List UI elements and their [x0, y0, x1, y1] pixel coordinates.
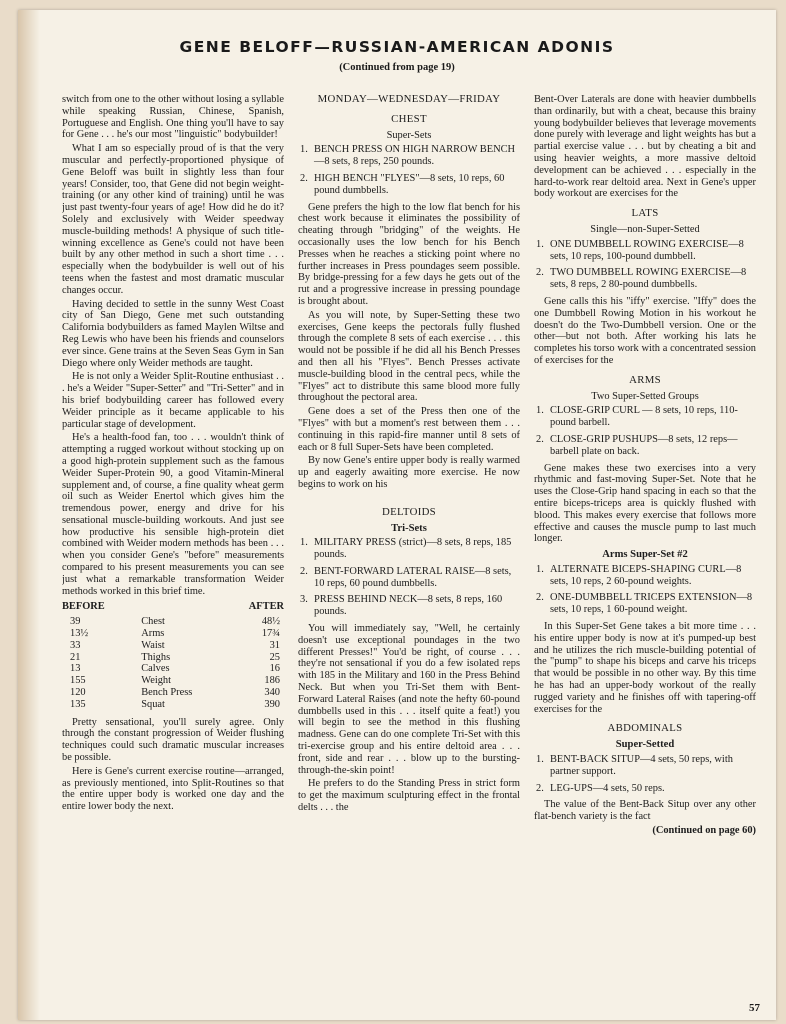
item-text: BENCH PRESS ON HIGH NARROW BENCH—8 sets, 8 reps, 250 pounds. — [314, 144, 516, 168]
item-text: ONE-DUMBBELL TRICEPS EXTENSION—8 sets, 10 reps, 1 60-pound weight. — [550, 592, 753, 616]
paragraph: He is not only a Weider Split-Routine enthusiast . . . he's a Weider "Super-Setter" and "Tri-Setter" and in his brief bodybuilding career has followed every Weider principle as it became applicable to his particular stage of development. — [62, 371, 284, 430]
paragraph: Bent-Over Laterals are done with heavier dumbbells than ordinarily, but with a cheat, because this brainy young bodybuilder believes that leverage movements done purely with leverage and light weights has but a partial exercise value . . . but by cheating a bit and using heavier weights, a more massive deltoid development can be achieved . . . especially in the hard-to-work rear deltoid area. Next in Gene's upper body workout are exercises for the — [534, 94, 756, 200]
body-part: Calves — [141, 663, 170, 675]
paragraph: Gene does a set of the Press then one of the "Flyes" with but a moment's rest between them . . . continuing in this rapid-fire manner until 8 sets of each or 8 full Super-Sets have been completed. — [298, 406, 520, 453]
after-value: 186 — [264, 675, 280, 687]
before-value: 13½ — [70, 628, 89, 640]
before-value: 13 — [70, 663, 81, 675]
trisets-label: Tri-Sets — [391, 522, 427, 534]
after-header: AFTER — [248, 601, 284, 613]
after-value: 390 — [264, 698, 280, 710]
before-value: 120 — [70, 687, 86, 699]
table-row — [62, 640, 284, 652]
paragraph: Gene prefers the high to the low flat bench for his chest work because it eliminates the possibility of cheating through "bridging" of the weights. He occasionally uses the low bench for his Bench Presses when he reaches a sticking point where no further increases in Press poundages seem possible. By bridge-pressing for a few days he gets out of the rut and a progressive increase in pressing poundage is brought about. — [298, 201, 520, 307]
article-title: GENE BELOFF—RUSSIAN-AMERICAN ADONIS — [179, 38, 615, 56]
after-value: 17¾ — [261, 628, 280, 640]
item-text: MILITARY PRESS (strict)—8 sets, 8 reps, 185 pounds. — [314, 537, 512, 561]
text-column-2 — [298, 94, 520, 1014]
paragraph: As you will note, by Super-Setting these two exercises, Gene keeps the pectorals fully flushed through the complete 8 sets of each exercise . . . this would not be possible if he did all his Bench Presses and then all his "Flyes". Bench Presses activate muscle-building blood in the central pecs, while the "Flyes" act to distribute this same blood more fully throughout the pectoral area. — [298, 309, 520, 404]
arms-heading: ARMS — [629, 373, 661, 386]
list-item — [534, 239, 756, 263]
arms-subheading: Two Super-Setted Groups — [591, 390, 699, 402]
abdominals-exercise-list — [534, 754, 756, 794]
list-item — [298, 594, 520, 618]
chest-heading: CHEST — [391, 112, 427, 125]
table-row — [62, 699, 284, 711]
after-value: 31 — [269, 639, 280, 651]
table-row — [62, 628, 284, 640]
training-days-heading: MONDAY—WEDNESDAY—FRIDAY — [317, 94, 501, 105]
item-text: TWO DUMBBELL ROWING EXERCISE—8 sets, 8 reps, 2 80-pound dumbbells. — [550, 267, 747, 291]
page-number: 57 — [749, 1002, 760, 1014]
list-item — [534, 754, 756, 778]
body-part: Thighs — [141, 651, 171, 663]
list-item — [534, 434, 756, 458]
table-row — [62, 663, 284, 675]
item-text: BENT-FORWARD LATERAL RAISE—8 sets, 10 reps, 60 pound dumbbells. — [314, 565, 512, 589]
measurements-table — [62, 601, 284, 710]
continued-on-note: (Continued on page 60) — [652, 825, 756, 837]
text-column-3 — [534, 94, 756, 1014]
lats-heading: LATS — [631, 207, 659, 220]
list-item — [298, 144, 520, 168]
paragraph: You will immediately say, "Well, he certainly doesn't use exceptional poundages in the two different Presses!" You'd be right, of course . . . they're not sensational if you do a few isolated reps with 185 in the Military and 160 in the Press Behind Neck. But when you Tri-Set them with Bent-Forward Lateral Raises (and note the hefty 60-pound dumbbells used in this . . . itself quite a feat!) you will begin to see the method in this flushing madness. Gene can do one complete Tri-Set with this tri-exercise group and his entire deltoid area . . . front, side and rear . . . blow up to the bursting-through-the-skin point! — [298, 623, 520, 776]
item-text: LEG-UPS—4 sets, 50 reps. — [550, 782, 665, 794]
table-row — [62, 616, 284, 628]
deltoid-exercise-list — [298, 537, 520, 618]
list-item — [534, 592, 756, 616]
before-header: BEFORE — [62, 601, 105, 613]
item-text: PRESS BEHIND NECK—8 sets, 8 reps, 160 pounds. — [314, 594, 503, 618]
deltoids-heading: DELTOIDS — [382, 505, 436, 518]
before-value: 33 — [70, 639, 81, 651]
after-value: 340 — [264, 687, 280, 699]
list-item — [534, 267, 756, 291]
list-item — [298, 537, 520, 561]
arms-exercise-list-1 — [534, 405, 756, 457]
lats-exercise-list — [534, 239, 756, 291]
list-item — [298, 566, 520, 590]
text-column-1 — [62, 94, 284, 1014]
item-number: 2. — [536, 267, 544, 279]
paragraph: Having decided to settle in the sunny West Coast city of San Diego, Gene met such outstanding California bodybuilders as famed Maylen Wiltse and Reg Lewis who have been his friends and counselors ever since. Gene trains at the Seven Seas Gym in San Diego where only Weider methods are taught. — [62, 298, 284, 369]
after-value: 16 — [269, 663, 280, 675]
paragraph: In this Super-Set Gene takes a bit more time . . . his entire upper body is now at it's pumped-up best and he utilizes the rich muscle-building potential of the "pump" to shape his biceps and carve his triceps that would be possible in no other way. By this time he has had an upper-body workout of the really rugged variety and he finishes off with tapering-off exercises for the — [534, 621, 756, 715]
paragraph: The value of the Bent-Back Situp over any other flat-bench variety is the fact — [534, 799, 756, 823]
list-item — [534, 783, 756, 795]
item-number: 2. — [536, 782, 544, 794]
paragraph: switch from one to the other without losing a syllable while speaking Russian, Chinese, Spanish, Portuguese and English. One thing you'll have to say for Gene . . . he's our most "linguistic" bodybuilder! — [62, 94, 284, 141]
table-row — [62, 652, 284, 664]
list-item — [534, 564, 756, 588]
list-item — [298, 173, 520, 197]
table-row — [62, 687, 284, 699]
paragraph: Pretty sensational, you'll surely agree. Only through the constant progression of Weider flushing techniques could such dramatic muscular increases be possible. — [62, 716, 284, 764]
item-number: 3. — [300, 594, 308, 606]
paragraph: Gene calls this his "iffy" exercise. "Iffy" does the one Dumbbell Rowing Motion in his workout he doesn't do the Two-Dumbbell version. One or the other—but not both. After working his lats he completes his torso work with a concentrated session of exercises for the — [534, 295, 756, 366]
magazine-page — [18, 10, 776, 1020]
before-value: 21 — [70, 651, 81, 663]
paragraph: What I am so especially proud of is that the very muscular and perfectly-proportioned physique of Gene Beloff was built in slightly less than four years! Consider, too, that Gene did not begin weight-training (or any other kind of training) until he was just past twenty-four years of age! How did he do it? Solely and exclusively with Weider speedway muscle-building methods! A physique of such title-winning excellence as Gene's could not have been built by any other method in such a short time . . . especially when the bodybuilder is well out of his teens when the fastest and most dramatic muscular changes occur. — [62, 143, 284, 296]
paragraph: He's a health-food fan, too . . . wouldn't think of attempting a rugged workout without stocking up on a good high-protein supplement such as the famous Weider Super-Protein 90, a good Vitamin-Mineral supplement and, of course, a fine quality wheat germ oil such as Weider Enertol which gives him the tremendous power, energy and drive for his sensational muscle-building workouts. And just see how productive his sensible high-protein diet combined with Weider modern methods has been . . . when you consider Gene's "before" measurements compared to his present measurements you can see just what a remarkable transformation Weider methods worked in this brief time. — [62, 432, 284, 597]
table-header-row — [62, 601, 284, 616]
abdominals-heading: ABDOMINALS — [607, 722, 683, 735]
body-part: Waist — [141, 639, 165, 651]
item-text: ALTERNATE BICEPS-SHAPING CURL—8 sets, 10 reps, 2 60-pound weights. — [550, 563, 742, 587]
item-number: 1. — [536, 563, 544, 575]
body-part: Bench Press — [141, 687, 193, 699]
item-text: CLOSE-GRIP PUSHUPS—8 sets, 12 reps—barbell plate on back. — [550, 433, 738, 457]
page-spine-shadow — [18, 10, 40, 1020]
after-value: 48½ — [261, 616, 280, 628]
before-value: 39 — [70, 616, 81, 628]
table-row — [62, 675, 284, 687]
item-text: BENT-BACK SITUP—4 sets, 50 reps, with partner support. — [550, 754, 733, 777]
list-item — [534, 405, 756, 429]
arms-superset-2-heading: Arms Super-Set #2 — [602, 549, 688, 561]
body-part: Chest — [141, 616, 165, 628]
arms-exercise-list-2 — [534, 564, 756, 616]
item-number: 1. — [536, 238, 544, 250]
item-text: ONE DUMBBELL ROWING EXERCISE—8 sets, 10 reps, 100-pound dumbbell. — [550, 238, 744, 262]
item-text: HIGH BENCH "FLYES"—8 sets, 10 reps, 60 pound dumbbells. — [314, 172, 505, 196]
paragraph: Gene makes these two exercises into a very rhythmic and fast-moving Super-Set. Note that he uses the Close-Grip hand spacing in each so that the entire biceps-triceps area is quickly flushed with blood. This makes every exercise that follows more effective and causes the muscle pump to last much longer. — [534, 462, 756, 545]
continued-from-note: (Continued from page 19) — [339, 62, 455, 73]
item-text: CLOSE-GRIP CURL — 8 sets, 10 reps, 110-pound barbell. — [550, 405, 738, 429]
item-number: 2. — [300, 172, 308, 184]
lats-subheading: Single—non-Super-Setted — [590, 223, 700, 235]
chest-exercise-list — [298, 144, 520, 196]
after-value: 25 — [269, 651, 280, 663]
before-value: 155 — [70, 675, 86, 687]
item-number: 1. — [300, 144, 308, 156]
abdominals-subheading: Super-Setted — [615, 739, 675, 751]
item-number: 1. — [536, 405, 544, 417]
item-number: 1. — [536, 754, 544, 766]
paragraph: By now Gene's entire upper body is really warmed up and eagerly awaiting more exercise. He now begins to work on his — [298, 455, 520, 490]
paragraph: Here is Gene's current exercise routine—arranged, as previously mentioned, into Split-Routines so that the entire upper body is worked one day and the entire lower body the next. — [62, 765, 284, 813]
paragraph: He prefers to do the Standing Press in strict form to get the maximum sculpturing effect in the frontal delts . . . the — [298, 778, 520, 814]
body-part: Arms — [141, 628, 165, 640]
item-number: 1. — [300, 537, 308, 549]
body-part: Squat — [141, 698, 165, 710]
item-number: 2. — [536, 433, 544, 445]
item-number: 2. — [536, 592, 544, 604]
item-number: 2. — [300, 565, 308, 577]
body-part: Weight — [141, 675, 172, 687]
supersets-label: Super-Sets — [386, 129, 432, 141]
before-value: 135 — [70, 698, 86, 710]
